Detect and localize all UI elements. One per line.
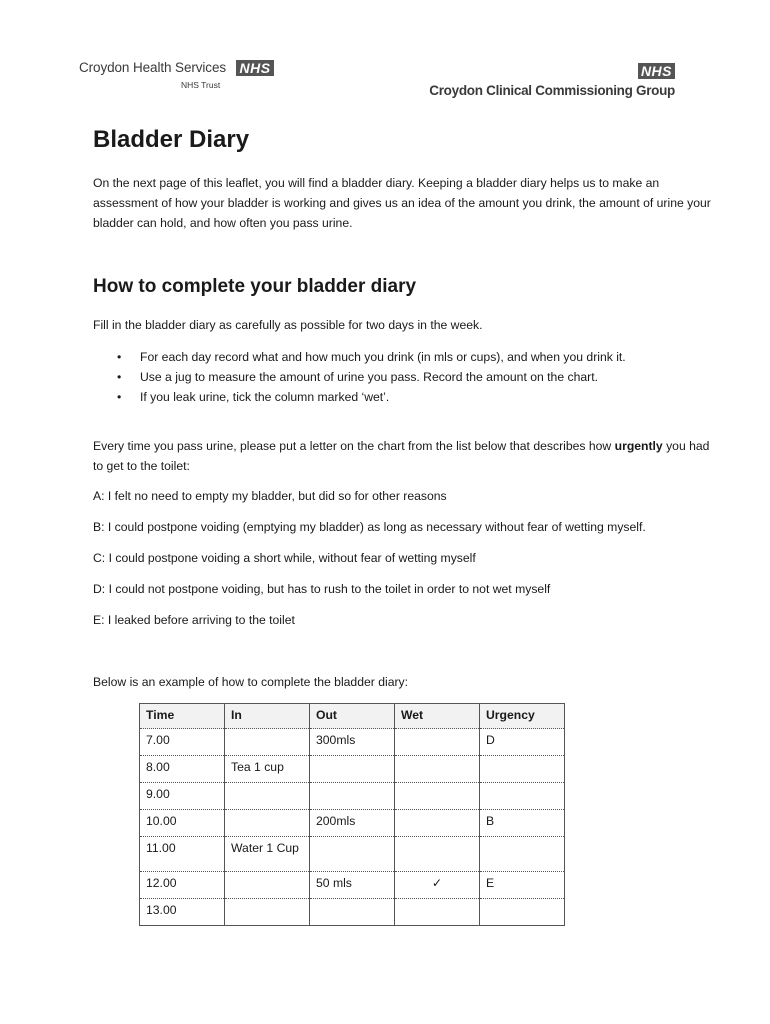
intro-paragraph: On the next page of this leaflet, you will find a bladder diary. Keeping a bladder diary helps us to make an assessment of how your bladder is working and gives us an idea of the amount you drink, the amount of urine your bladder can hold, and how often you pass urine.: [93, 176, 711, 230]
cell-out: [310, 756, 395, 783]
header-out: Out: [310, 704, 395, 729]
cell-out: 300mls: [310, 729, 395, 756]
urgency-intro-bold: urgently: [614, 439, 663, 453]
table-row: [140, 872, 565, 899]
header-wet: Wet: [395, 704, 480, 729]
fill-in-paragraph: Fill in the bladder diary as carefully as possible for two days in the week.: [93, 318, 483, 332]
cell-time: 12.00: [140, 872, 225, 899]
cell-out: [310, 837, 395, 872]
table-row: [140, 729, 565, 756]
cell-wet: [395, 899, 480, 926]
table-row: [140, 756, 565, 783]
list-item: • Use a jug to measure the amount of urine you pass. Record the amount on the chart.: [93, 367, 693, 387]
nhs-badge-right: NHS: [638, 63, 675, 79]
urgency-code-b: B: I could postpone voiding (emptying my bladder) as long as necessary without fear of wetting myself.: [93, 520, 646, 534]
cell-time: 9.00: [140, 783, 225, 810]
cell-time: 7.00: [140, 729, 225, 756]
instructions-list: [93, 347, 693, 407]
cell-in: Water 1 Cup: [225, 837, 310, 872]
cell-in: [225, 783, 310, 810]
cell-time: 10.00: [140, 810, 225, 837]
cell-wet: [395, 756, 480, 783]
cell-urgency: [480, 837, 565, 872]
cell-wet: [395, 783, 480, 810]
example-intro: Below is an example of how to complete the bladder diary:: [93, 675, 409, 689]
cell-urgency: B: [480, 810, 565, 837]
cell-in: [225, 729, 310, 756]
urgency-code-e: E: I leaked before arriving to the toilet: [93, 613, 295, 627]
example-diary-table: [139, 703, 565, 926]
cell-out: 200mls: [310, 810, 395, 837]
croydon-ccg-logo: [429, 62, 675, 98]
urgency-intro-text-a: Every time you pass urine, please put a letter on the chart from the list below that describes how: [93, 439, 615, 453]
cell-wet: [395, 729, 480, 756]
list-item: • If you leak urine, tick the column marked ‘wet’.: [93, 387, 693, 407]
cell-in: [225, 899, 310, 926]
cell-wet: [395, 810, 480, 837]
nhs-badge-left: NHS: [236, 60, 273, 76]
cell-in: Tea 1 cup: [225, 756, 310, 783]
list-item: • For each day record what and how much you drink (in mls or cups), and when you drink it.: [93, 347, 693, 367]
urgency-intro-paragraph: [93, 436, 713, 476]
urgency-intro-text-b: you had to get to the toilet:: [93, 439, 710, 473]
urgency-code-d: D: I could not postpone voiding, but has to rush to the toilet in order to not wet myself: [93, 582, 551, 596]
table-header-row: [140, 704, 565, 729]
urgency-code-c: C: I could postpone voiding a short while, without fear of wetting myself: [93, 551, 476, 565]
cell-out: 50 mls: [310, 872, 395, 899]
header-in: In: [225, 704, 310, 729]
cell-urgency: [480, 756, 565, 783]
page-title: Bladder Diary: [93, 126, 250, 153]
cell-urgency: E: [480, 872, 565, 899]
table-row: [140, 783, 565, 810]
cell-wet: [395, 837, 480, 872]
header-urgency: Urgency: [480, 704, 565, 729]
checkmark-icon: ✓: [395, 872, 480, 899]
urgency-code-a: A: I felt no need to empty my bladder, but did so for other reasons: [93, 489, 447, 503]
cell-time: 8.00: [140, 756, 225, 783]
cell-urgency: [480, 783, 565, 810]
cell-in: [225, 872, 310, 899]
cell-out: [310, 783, 395, 810]
table-row: [140, 810, 565, 837]
cell-urgency: D: [480, 729, 565, 756]
cell-time: 13.00: [140, 899, 225, 926]
cell-out: [310, 899, 395, 926]
table-row: [140, 899, 565, 926]
how-to-heading: How to complete your bladder diary: [93, 276, 417, 297]
left-org-subtitle: NHS Trust: [181, 80, 221, 90]
cell-in: [225, 810, 310, 837]
left-org-name: Croydon Health Services: [79, 60, 227, 76]
header-time: Time: [140, 704, 225, 729]
croydon-health-services-logo: [79, 59, 274, 90]
cell-urgency: [480, 899, 565, 926]
table-row: [140, 837, 565, 872]
cell-time: 11.00: [140, 837, 225, 872]
right-org-name: Croydon Clinical Commissioning Group: [429, 83, 675, 98]
